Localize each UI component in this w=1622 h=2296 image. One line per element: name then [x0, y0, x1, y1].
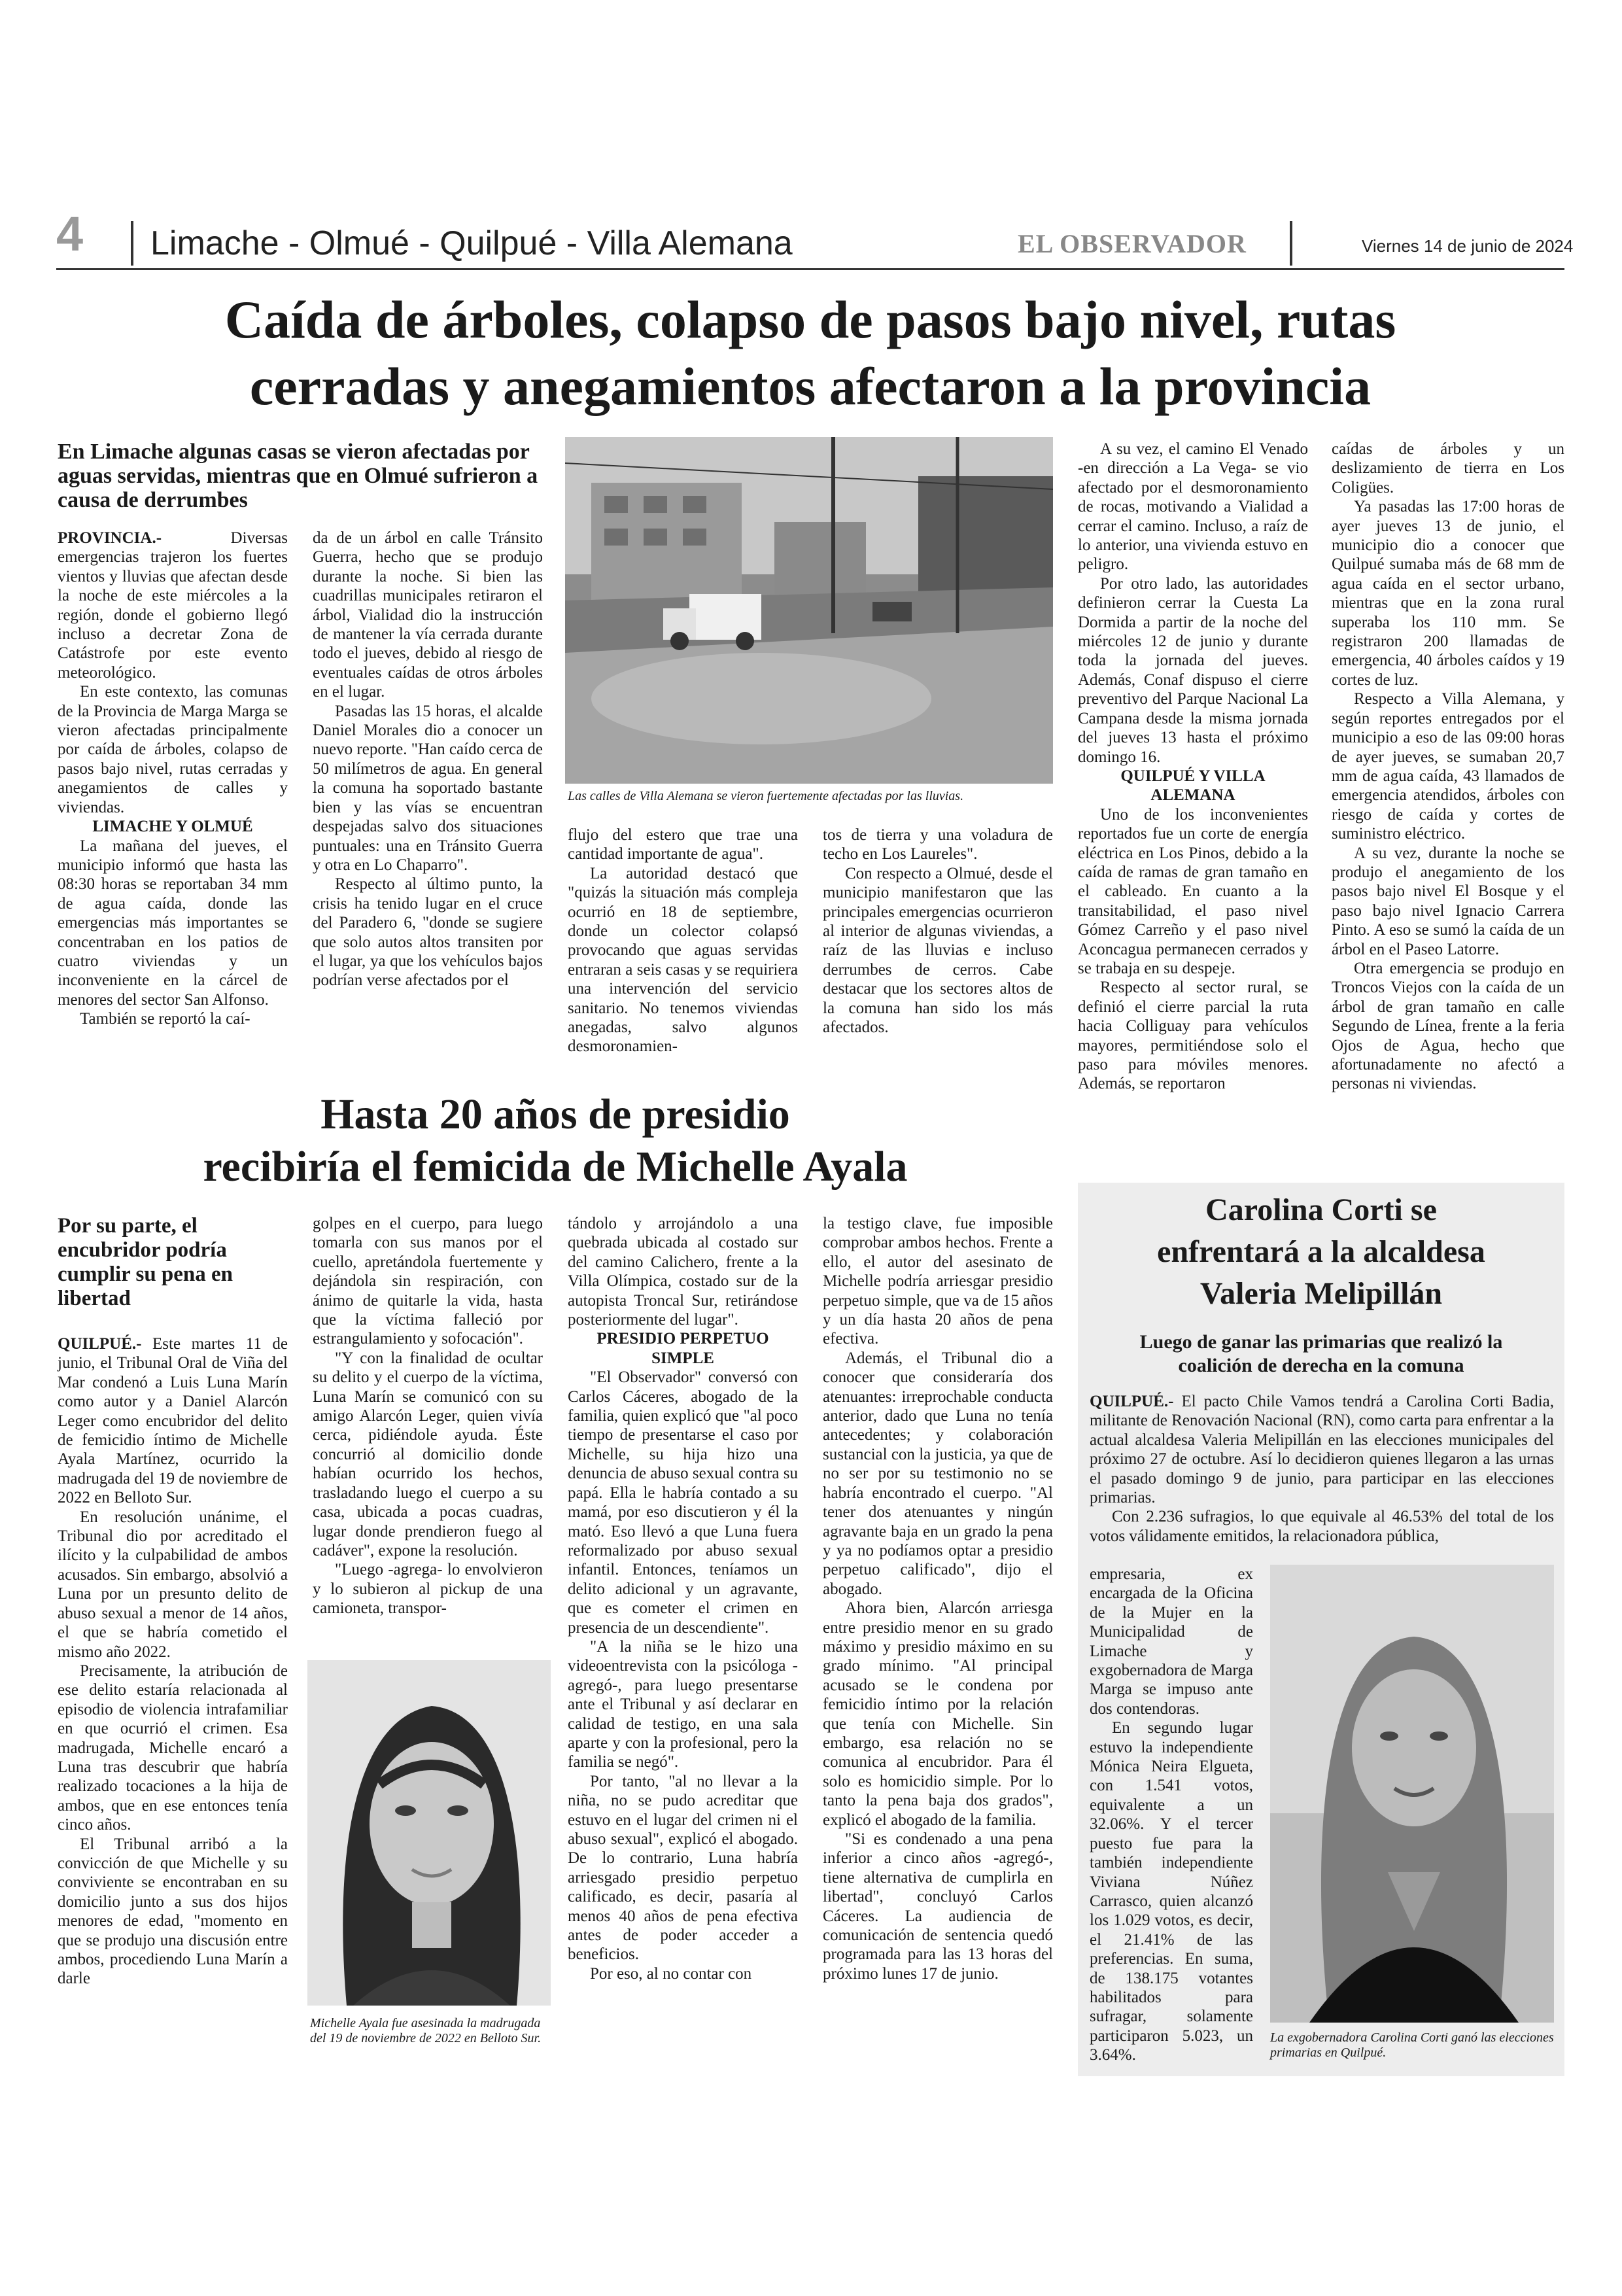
article3-headline [1078, 1189, 1564, 1315]
paragraph: Ya pasadas las 17:00 horas de ayer jueves 13 de junio, el municipio dio a conocer que Quilpué sumaba más de 68 mm de agua caída en el sector urbano, mientras que en la zona rural superaba los 110 mm. Se registraron 200 llamadas de emergencia, 40 árboles caídos y 19 cortes de luz. [1332, 498, 1564, 689]
article2-photo-caption: Michelle Ayala fue asesinada la madrugada del 19 de noviembre de 2022 en Belloto Sur. [310, 2016, 542, 2045]
article3-headline-line1: Carolina Corti se [1205, 1192, 1437, 1227]
paragraph: En este contexto, las comunas de la Provincia de Marga Marga se vieron afectadas principalmente por caída de árboles, colapso de pasos bajo nivel, rutas cerradas y anegamientos de calles y viviendas. [58, 683, 288, 816]
article1-deck: En Limache algunas casas se vieron afectadas por aguas servidas, mientras que en Olmué sufrieron a causa de derrumbes [58, 440, 538, 512]
subheading: PRESIDIO PERPETUO SIMPLE [596, 1330, 769, 1367]
article1-col1 [58, 529, 288, 1029]
paragraph: PROVINCIA.- Diversas emergencias trajeron los fuertes vientos y lluvias que afectan desde la noche de este miércoles a la región, donde el gobierno llegó incluso a decretar Zona de Catástrofe por este evento meteorológico. [58, 529, 288, 682]
paragraph: "Luego -agrega- lo envolvieron y lo subieron al pickup de una camioneta, transpor- [313, 1561, 543, 1618]
article1-col3 [568, 826, 798, 1056]
article2-headline-line2: recibiría el femicida de Michelle Ayala [203, 1143, 908, 1191]
paragraph: Respecto a Villa Alemana, y según reportes entregados por el municipio a eso de las 09:00 horas de ayer jueves, se sumaban 20,7 mm de agua caída, 43 llamados de emergencia atendidos, árboles con riesgo de caída y cortes de suministro eléctrico. [1332, 690, 1564, 843]
paragraph: Respecto al último punto, la crisis ha tenido lugar en el cruce del Paradero 6, "donde se sugiere que solo autos altos transiten por el lugar, ya que los vehículos bajos podrían verse afectados por el [313, 875, 543, 990]
article1-headline-line1: Caída de árboles, colapso de pasos bajo nivel, rutas [224, 290, 1396, 349]
paragraph: También se reportó la caí- [80, 1010, 250, 1028]
article3-deck: Luego de ganar las primarias que realizó la coalición de derecha en la comuna [1139, 1331, 1503, 1376]
paragraph: Precisamente, la atribución de ese delito estaría relacionada al episodio de violencia intrafamiliar en que ocurrió el crimen. Esa madrugada, Michelle encaró a Luna tras descubrir que habría realizado tocaciones a la hija de ambos, que en ese entonces tenía cinco años. [58, 1661, 288, 1834]
paragraph: Por otro lado, las autoridades definieron cerrar la Cuesta La Dormida a partir de la noche del miércoles 12 de junio y durante toda la jornada del jueves. Además, Conaf dispuso el cierre preventivo del Parque Nacional La Campana desde la misma jornada del jueves 13 hasta el próximo domingo 16. [1078, 574, 1308, 766]
article1-headline [56, 287, 1564, 420]
paragraph: Uno de los inconvenientes reportados fue un corte de energía eléctrica en Los Pinos, debido a la caída de ramas de gran tamaño en el cableado. En cuanto a la transitabilidad, el paso nivel Gómez Carreño y el paso nivel Aconcagua permanecen cerrados y se trabaja en su despeje. [1078, 805, 1308, 977]
section-title: Limache - Olmué - Quilpué - Villa Alemana [150, 224, 793, 262]
flooded-street-illustration [565, 437, 1053, 784]
portrait-illustration [307, 1660, 551, 2006]
article1-col4 [823, 826, 1053, 1037]
paragraph: La autoridad destacó que "quizás la situación más compleja ocurrió en 18 de septiembre, donde un colector colapsó provocando que aguas servidas entraran a seis casas y se requiriera una intervención del servicio sanitario. No tenemos viviendas anegadas, salvo algunos desmoronamien- [568, 864, 798, 1056]
article2-col1 [58, 1334, 288, 1989]
paragraph: Pasadas las 15 horas, el alcalde Daniel Morales dio a conocer un nuevo reporte. "Han caído cerca de 50 milímetros de agua. En general la comuna ha soportado bastante bien y las vías se encuentran despejadas salvo dos situaciones puntuales: una en Tránsito Guerra y otra en Lo Chaparro". [313, 702, 543, 874]
article2-headline [58, 1088, 1053, 1193]
article1-col6 [1332, 440, 1564, 1094]
article3-photo-caption: La exgobernadora Carolina Corti ganó las elecciones primarias en Quilpué. [1270, 2030, 1554, 2060]
paragraph: A su vez, el camino El Venado -en dirección a La Vega- se vio afectado por el desmoronamiento de rocas, motivando a Vialidad a cerrar el camino. Incluso, a raíz de lo anterior, una vivienda estuvo en peligro. [1078, 440, 1308, 574]
paragraph: Además, el Tribunal dio a conocer que consideraría dos atenuantes: irreprochable conducta anterior, dado que Luna no tenía antecedentes; y colaboración sustancial con la justicia, ya que de no ser por su testimonio no se habría encontrado el cuerpo. "Al tener dos atenuantes y ningún agravante baja en un grado la pena y ya no podíamos optar a presidio perpetuo calificado", dijo el abogado. [823, 1349, 1053, 1598]
subheading: QUILPUÉ Y VILLA ALEMANA [1120, 767, 1266, 805]
paragraph: "El Observador" conversó con Carlos Cáceres, abogado de la familia, quien explicó que "al poco tiempo de presentarse el caso por Michelle, su hija hizo una denuncia de abuso sexual contra su papá. Ella le habría contado a su mamá, por eso discutieron y él la mató. Eso llevó a que Luna fuera reformalizado por abuso sexual infantil. Entonces, teníamos un delito adicional y un agravante, que es cometer el crimen en presencia de un descendiente". [568, 1368, 798, 1637]
paragraph: Por eso, al no contar con [590, 1964, 752, 1983]
paragraph: golpes en el cuerpo, para luego tomarla con sus manos por el cuello, apretándola fuertemente y dejándola sin respiración, con ánimo de quitarle la vida, hasta que la víctima falleció por estrangulamiento y sofocación". [313, 1215, 543, 1348]
page-number: 4 [56, 207, 84, 261]
article3-photo [1270, 1565, 1554, 2023]
paragraph: Con respecto a Olmué, desde el municipio manifestaron que las principales emergencias ocurrieron al interior de algunas viviendas, a raíz de las lluvias e incluso derrumbes de cerros. Cabe destacar que los sectores altos de la comuna han sido los más afectados. [823, 864, 1053, 1037]
paragraph: En resolución unánime, el Tribunal dio por acreditado el ilícito y la culpabilidad de ambos acusados. Sin embargo, absolvió a Luna por un presunto delito de abuso sexual a menor de 14 años, el que se habría cometido el mismo año 2022. [58, 1508, 288, 1661]
article3-narrow-col [1090, 1565, 1253, 2065]
subheading: LIMACHE Y OLMUÉ [92, 818, 253, 836]
header-divider [131, 221, 133, 266]
paragraph: El Tribunal arribó a la convicción de que Michelle y su conviviente se encontraban en su domicilio junto a sus dos hijos menores de edad, "momento en que se produjo una discusión entre ambos, procediendo Luna Marín a darle [58, 1835, 288, 1988]
header-divider-2 [1290, 221, 1292, 266]
paragraph: En segundo lugar estuvo la independiente Mónica Neira Elgueta, con 1.541 votos, equivalente a un 32.06%. Y el tercer puesto fue para la también independiente Viviana Núñez Carrasco, quien alcanzó los 1.029 votos, es decir, el 21.41% de las preferencias. En suma, de 138.175 votantes habilitados para sufragar, solamente participaron 5.023, un 3.64%. [1090, 1719, 1253, 2064]
paragraph: QUILPUÉ.- El pacto Chile Vamos tendrá a Carolina Corti Badia, militante de Renovación Nacional (RN), como carta para enfrentar a la actual alcaldesa Valeria Melipillán en las elecciones municipales del próximo 27 de octubre. Así lo decidieron quienes llegaron a las urnas el pasado domingo 9 de junio, para participar en las elecciones primarias. [1090, 1393, 1554, 1507]
article2-photo [307, 1660, 551, 2006]
article2-col2 [313, 1214, 543, 1618]
paragraph: empresaria, ex encargada de la Oficina de la Mujer en la Municipalidad de Limache y exgobernadora de Marga Marga se impuso ante dos contendoras. [1090, 1565, 1253, 1718]
paragraph: Con 2.236 sufragios, lo que equivale al 46.53% del total de los votos válidamente emitidos, la relacionadora pública, [1090, 1508, 1554, 1545]
issue-date: Viernes 14 de junio de 2024 [1362, 236, 1574, 256]
paragraph: "A la niña se le hizo una videoentrevista con la psicóloga -agregó-, para luego presentarse ante el Tribunal y así declarar en calidad de testigo, en una sala aparte y con la profesional, pero la familia se negó". [568, 1637, 798, 1771]
article3-headline-line2: enfrentará a la alcaldesa [1157, 1234, 1485, 1269]
paragraph: "Y con la finalidad de ocultar su delito y el cuerpo de la víctima, Luna Marín se comunicó con su amigo Alarcón Leger, quien vivía cerca, pidiéndole ayuda. Éste concurrió al domicilio donde habían ocurrido los hechos, trasladando luego el cuerpo a su casa, ubicada a pocas cuadras, lugar donde prendieron fuego al cadáver", expone la resolución. [313, 1349, 543, 1559]
article1-photo [565, 437, 1053, 784]
paragraph: la testigo clave, fue imposible comprobar ambos hechos. Frente a ello, el autor del asesinato de Michelle podría arriesgar presidio perpetuo simple, que va de 15 años y un día hasta 20 años de pena efectiva. [823, 1215, 1053, 1348]
paragraph: tos de tierra y una voladura de techo en Los Laureles". [823, 826, 1053, 863]
paragraph: flujo del estero que trae una cantidad importante de agua". [568, 826, 798, 863]
paragraph: Respecto al sector rural, se definió el cierre parcial la ruta hacia Colliguay para vehículos mayores, permitiéndose solo el paso para móviles menores. Además, se reportaron [1078, 979, 1308, 1093]
paragraph: Otra emergencia se produjo en Troncos Viejos con la caída de un árbol de gran tamaño en calle Segundo de Línea, frente a la feria Ojos de Agua, hecho que afortunadamente no afectó a personas ni viviendas. [1332, 959, 1564, 1093]
paragraph: tándolo y arrojándolo a una quebrada ubicada al costado sur del camino Calichero, frente a la Villa Olímpica, costado sur de la autopista Troncal Sur, retirándose posteriormente del lugar". [568, 1215, 798, 1329]
article1-col2 [313, 529, 543, 990]
paragraph: "Si es condenado a una pena inferior a cinco años -agregó-, tiene alternativa de cumplirla en libertad", concluyó Carlos Cáceres. La audiencia de comunicación de sentencia quedó programada para las 13 horas del próximo lunes 17 de junio. [823, 1830, 1053, 1983]
article1-photo-caption: Las calles de Villa Alemana se vieron fuertemente afectadas por las lluvias. [568, 789, 964, 803]
header-underline [56, 268, 1564, 270]
article1-col5 [1078, 440, 1308, 1094]
article2-deck: Por su parte, el encubridor podría cumplir su pena en libertad [58, 1214, 233, 1310]
paragraph: La mañana del jueves, el municipio informó que hasta las 08:30 horas se reportaban 34 mm de agua caída, donde las emergencias más importantes se concentraban en los patios de cuatro viviendas y un inconveniente en la cárcel de menores del sector San Alfonso. [58, 837, 288, 1009]
article3-top-text [1090, 1392, 1554, 1546]
article1-headline-line2: cerradas y anegamientos afectaron a la provincia [249, 357, 1372, 416]
paragraph: da de un árbol en calle Tránsito Guerra, hecho que se produjo durante la noche. Si bien las cuadrillas municipales retiraron el árbol, Vialidad dio la instrucción de mantener la vía cerrada durante todo el jueves, debido al riesgo de eventuales caídas de otros árboles en el lugar. [313, 529, 543, 701]
newspaper-name: EL OBSERVADOR [1018, 229, 1247, 258]
article3-headline-line3: Valeria Melipillán [1199, 1276, 1443, 1311]
paragraph: Por tanto, "al no llevar a la niña, no se pudo acreditar que estuvo en el lugar del crimen ni el abuso sexual", explicó el abogado. De lo contrario, Luna habría arriesgado presidio perpetuo calificado, es decir, pasaría al menos 40 años de pena efectiva antes de poder acceder a beneficios. [568, 1772, 798, 1964]
portrait-illustration [1270, 1565, 1554, 2023]
paragraph: QUILPUÉ.- Este martes 11 de junio, el Tribunal Oral de Viña del Mar condenó a Luis Luna Marín como autor y a Daniel Alarcón Leger como encubridor del delito de femicidio íntimo de Michelle Ayala Martínez, ocurrido la madrugada del 19 de noviembre de 2022 en Belloto Sur. [58, 1335, 288, 1507]
article2-col4 [823, 1214, 1053, 1983]
paragraph: caídas de árboles y un deslizamiento de tierra en Los Coligües. [1332, 440, 1564, 496]
paragraph: A su vez, durante la noche se produjo el anegamiento de los pasos bajo nivel El Bosque y el paso bajo nivel Ignacio Carrera Pinto. A eso se sumó la caída de un árbol en el Paseo Latorre. [1332, 844, 1564, 958]
paragraph: Ahora bien, Alarcón arriesga entre presidio menor en su grado máximo y presidio máximo en su grado mínimo. "Al principal acusado se le condena por femicidio íntimo por la relación que tenía con Michelle. Sin embargo, esa relación no se comunica al encubridor. Para él solo es homicidio simple. Por lo tanto la pena baja dos grados", explicó el abogado de la familia. [823, 1599, 1053, 1829]
article2-col3 [568, 1214, 798, 1983]
article2-headline-line1: Hasta 20 años de presidio [320, 1090, 790, 1138]
